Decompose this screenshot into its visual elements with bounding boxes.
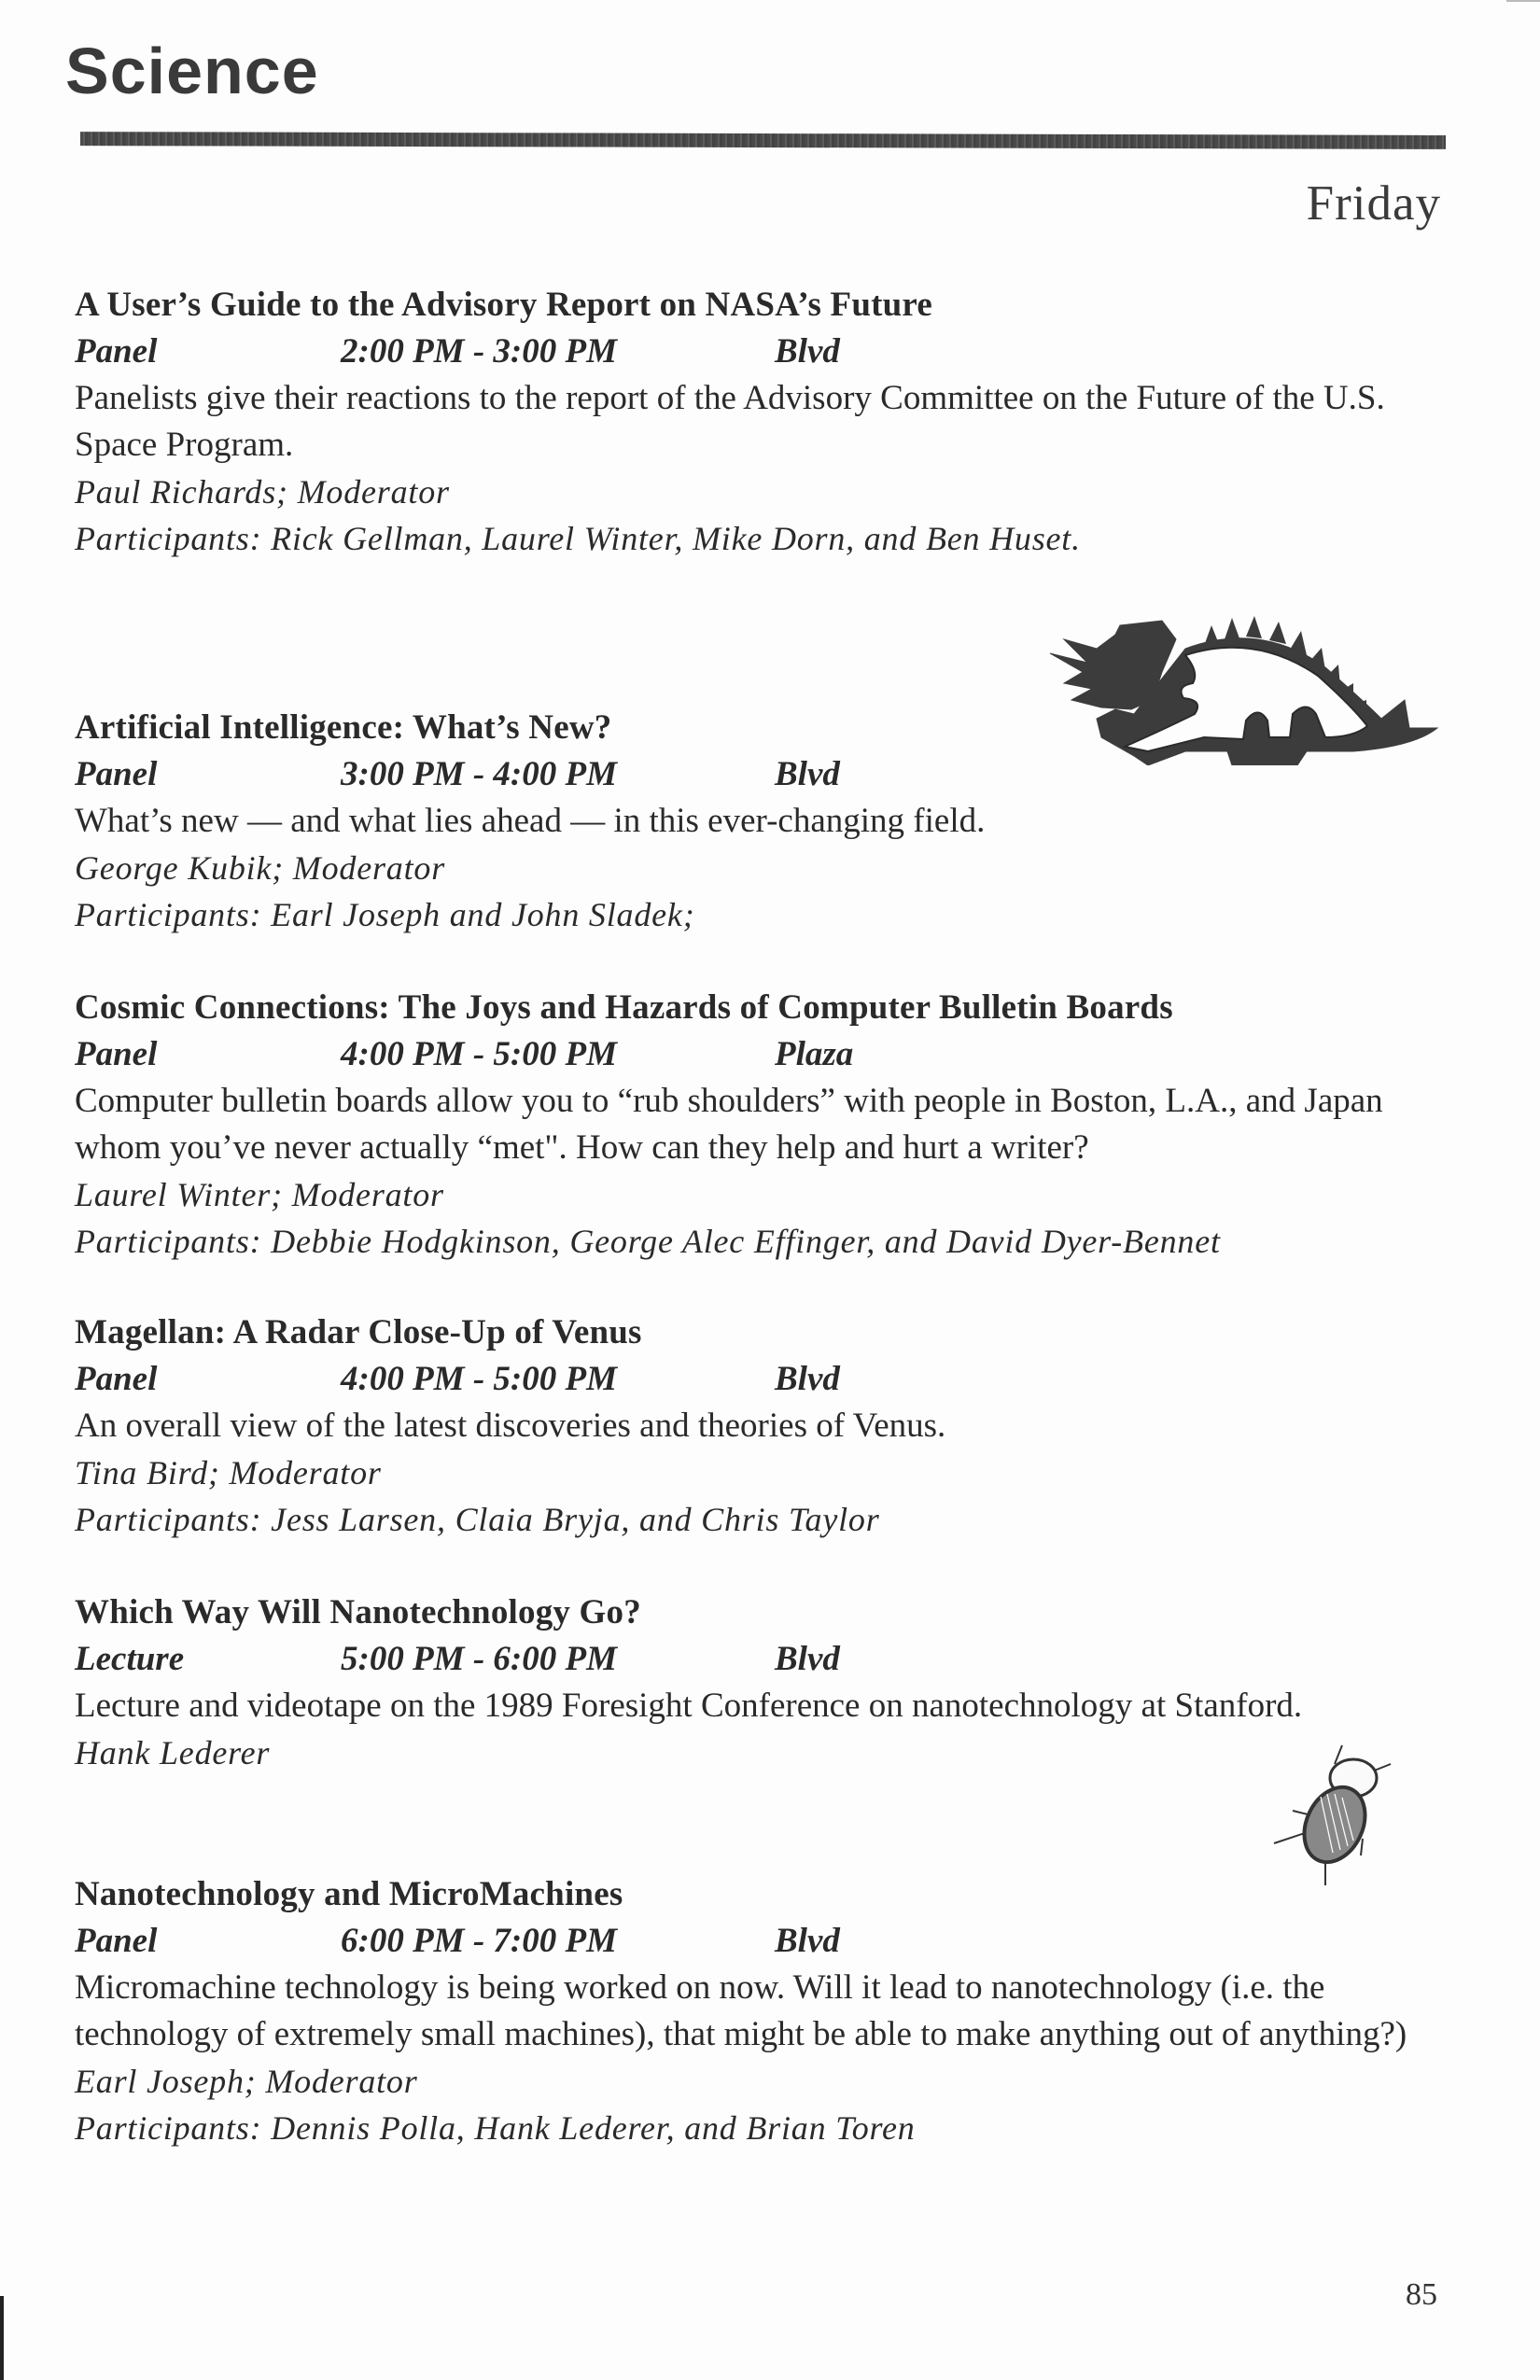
program-entry [75, 1309, 1456, 1543]
entry-participants: Participants: Dennis Polla, Hank Lederer, and Brian Toren [75, 2109, 916, 2147]
entry-time: 4:00 PM - 5:00 PM [341, 1035, 617, 1073]
eye [1156, 698, 1164, 706]
entry-type: Panel [75, 332, 158, 371]
entry-room: Plaza [775, 1035, 854, 1073]
entry-room: Blvd [775, 1922, 840, 1960]
entry-moderator: Paul Richards; Moderator [75, 473, 450, 511]
entry-meta [75, 1918, 1456, 1965]
entry-type: Panel [75, 1360, 158, 1398]
entry-participants: Participants: Debbie Hodgkinson, George Alec Effinger, and David Dyer-Bennet [75, 1223, 1221, 1260]
entry-type: Lecture [75, 1640, 185, 1678]
entry-room: Blvd [775, 332, 840, 371]
entry-time: 3:00 PM - 4:00 PM [341, 755, 617, 793]
entry-meta [75, 1031, 1456, 1078]
entry-title: Artificial Intelligence: What’s New? [75, 708, 612, 747]
program-entry [75, 1871, 1456, 2151]
entry-time: 4:00 PM - 5:00 PM [341, 1360, 617, 1398]
entry-room: Blvd [775, 1640, 840, 1678]
day-heading: Friday [1306, 176, 1441, 231]
entry-type: Panel [75, 1035, 158, 1073]
program-entry [75, 282, 1456, 562]
entry-meta [75, 1636, 1456, 1683]
entry-title: Which Way Will Nanotechnology Go? [75, 1593, 641, 1631]
program-entry [75, 1589, 1456, 1776]
entry-meta [75, 329, 1456, 375]
entry-title: Magellan: A Radar Close-Up of Venus [75, 1313, 642, 1351]
entry-description: What’s new — and what lies ahead — in this ever-changing field. [75, 802, 986, 840]
entry-description: Micromachine technology is being worked on now. Will it lead to nanotechnology (i.e. the technology of extremely small machines), that might be able to make anything out of anything?) [75, 1968, 1407, 2053]
entry-participants: Participants: Rick Gellman, Laurel Winter, Mike Dorn, and Ben Huset. [75, 520, 1081, 557]
entry-title: Cosmic Connections: The Joys and Hazards of Computer Bulletin Boards [75, 988, 1173, 1027]
beetle-illustration [1260, 1736, 1400, 1885]
entry-meta [75, 1356, 1456, 1403]
entry-moderator: Laurel Winter; Moderator [75, 1176, 444, 1213]
entry-title: Nanotechnology and MicroMachines [75, 1875, 623, 1913]
entry-type: Panel [75, 755, 158, 793]
entry-moderator: George Kubik; Moderator [75, 849, 445, 887]
scan-edge-mark [1506, 0, 1540, 2]
entry-time: 2:00 PM - 3:00 PM [341, 332, 617, 371]
scan-edge-mark [0, 2296, 4, 2380]
entry-type: Panel [75, 1922, 158, 1960]
entry-participants: Participants: Earl Joseph and John Sladek; [75, 896, 695, 933]
entry-title: A User’s Guide to the Advisory Report on NASA’s Future [75, 286, 932, 324]
entry-description: Lecture and videotape on the 1989 Foresight Conference on nanotechnology at Stanford. [75, 1687, 1303, 1725]
entry-moderator: Earl Joseph; Moderator [75, 2063, 418, 2100]
page-number: 85 [1406, 2277, 1437, 2312]
header-rule [80, 132, 1446, 149]
entry-moderator: Tina Bird; Moderator [75, 1454, 382, 1491]
entry-time: 5:00 PM - 6:00 PM [341, 1640, 617, 1678]
entry-description: An overall view of the latest discoveries and theories of Venus. [75, 1407, 946, 1445]
entry-moderator: Hank Lederer [75, 1734, 271, 1771]
entry-room: Blvd [775, 755, 840, 793]
program-entry [75, 985, 1456, 1265]
triceratops-illustration [1045, 597, 1447, 765]
entry-description: Panelists give their reactions to the report of the Advisory Committee on the Future of the U.S. Space Program. [75, 379, 1385, 464]
entry-time: 6:00 PM - 7:00 PM [341, 1922, 617, 1960]
entry-room: Blvd [775, 1360, 840, 1398]
section-title: Science [65, 35, 319, 107]
entry-description: Computer bulletin boards allow you to “rub shoulders” with people in Boston, L.A., and Japan whom you’ve never actually “met". How can they help and hurt a writer? [75, 1082, 1383, 1167]
entry-participants: Participants: Jess Larsen, Claia Bryja, and Chris Taylor [75, 1501, 880, 1538]
